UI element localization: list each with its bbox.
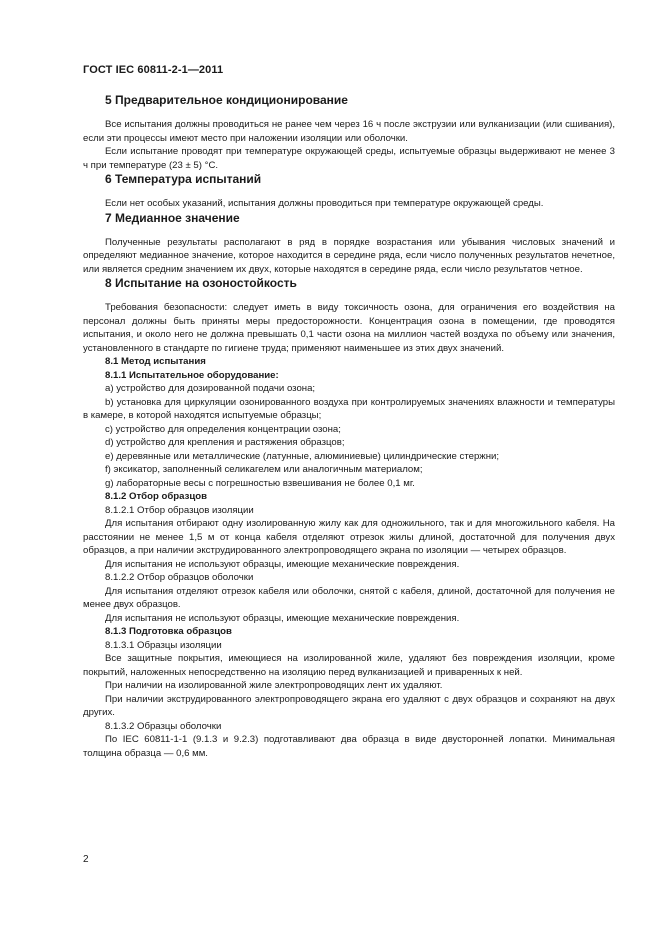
subsection-8-1-2-1-title: 8.1.2.1 Отбор образцов изоляции — [105, 504, 254, 516]
subsection-8-1-3-title: 8.1.3 Подготовка образцов — [105, 626, 232, 637]
list-item: e) деревянные или металлические (латунные, алюминиевые) цилиндрические стержни; — [105, 450, 500, 462]
subsection-8-1-2-2-title: 8.1.2.2 Отбор образцов оболочки — [105, 572, 254, 583]
list-item: b) установка для циркуляции озонированного воздуха при контролируемых значениях влажности и температуры в камере, в которой находятся испытуемые образцы; — [83, 396, 615, 421]
subsection-8-1-1-title: 8.1.1 Испытательное оборудование: — [105, 369, 279, 381]
section-6-title: 6 Температура испытаний — [105, 172, 262, 186]
paragraph: Для испытания отбирают одну изолированную жилу как для одножильного, так и для многожильного кабеля. На расстоянии не менее 1,5 м от конца кабеля отделяют отрезок жилы длиной, достаточной для получения двух образцов, а при наличии экструдированного электропроводящего экрана по изоляции — четырех образцов. — [83, 518, 615, 556]
page-number: 2 — [83, 854, 89, 865]
paragraph: При наличии экструдированного электропроводящего экрана его удаляют с двух образцов и сохраняют на двух других. — [83, 693, 615, 718]
subsection-8-1-3-2-title: 8.1.3.2 Образцы оболочки — [105, 720, 222, 732]
section-7-title: 7 Медианное значение — [105, 210, 240, 225]
subsection-8-1-3-1-title: 8.1.3.1 Образцы изоляции — [105, 639, 222, 651]
list-item: c) устройство для определения концентрации озона; — [105, 423, 341, 435]
list-item: d) устройство для крепления и растяжения образцов; — [105, 437, 345, 448]
paragraph: Полученные результаты располагают в ряд в порядке возрастания или убывания числовых значений и определяют медианное значение, которое находится в середине ряда, если число полученных результатов нечетное, или является средним значением их двух, которые находятся в середине ряда, если число результатов четное. — [83, 236, 615, 275]
paragraph: По IEC 60811-1-1 (9.1.3 и 9.2.3) подготавливают два образца в виде двусторонней лопатки. Минимальная толщина образца — 0,6 мм. — [83, 734, 615, 759]
list-item: f) эксикатор, заполненный селикагелем или аналогичным материалом; — [105, 464, 423, 475]
list-item: g) лабораторные весы с погрешностью взвешивания не более 0,1 мг. — [105, 477, 415, 489]
paragraph: Для испытания отделяют отрезок кабеля или оболочки, снятой с кабеля, длиной, достаточной для получения не менее двух образцов. — [83, 585, 615, 610]
document-header: ГОСТ IEC 60811-2-1—2011 — [83, 64, 224, 76]
list-item: a) устройство для дозированной подачи озона; — [105, 383, 316, 394]
paragraph: Для испытания не используют образцы, имеющие механические повреждения. — [105, 612, 460, 624]
subsection-8-1-title: 8.1 Метод испытания — [105, 356, 206, 367]
section-8-title: 8 Испытание на озоностойкость — [105, 276, 297, 290]
subsection-8-1-2-title: 8.1.2 Отбор образцов — [105, 491, 207, 502]
paragraph: Все испытания должны проводиться не ранее чем через 16 ч после экструзии или вулканизации (или сшивания), если эти процессы имеют место при наложении изоляции или оболочки. — [83, 119, 615, 144]
document-body — [83, 93, 615, 760]
paragraph: Требования безопасности: следует иметь в виду токсичность озона, для ограничения его воздействия на персонал должны быть приняты меры предосторожности. Концентрация озона в помещении, где проводятся испытания, и около него не должна превышать 0,1 части озона на миллион частей воздуха по объему или значения, установленного в стандарте по гигиене труда; применяют наименьшее из этих двух значений. — [83, 302, 615, 354]
paragraph: Все защитные покрытия, имеющиеся на изолированной жиле, удаляют без повреждения изоляции, кроме покрытий, наложенных непосредственно на изоляцию перед вулканизацией и приваренных к ней. — [83, 653, 615, 678]
paragraph: При наличии на изолированной жиле электропроводящих лент их удаляют. — [105, 680, 443, 691]
section-5-title: 5 Предварительное кондиционирование — [105, 93, 348, 107]
paragraph: Если нет особых указаний, испытания должны проводиться при температуре окружающей среды. — [105, 198, 544, 209]
paragraph: Для испытания не используют образцы, имеющие механические повреждения. — [105, 558, 460, 570]
paragraph: Если испытание проводят при температуре окружающей среды, испытуемые образцы выдерживают не менее 3 ч при температуре (23 ± 5) °С. — [83, 146, 615, 171]
